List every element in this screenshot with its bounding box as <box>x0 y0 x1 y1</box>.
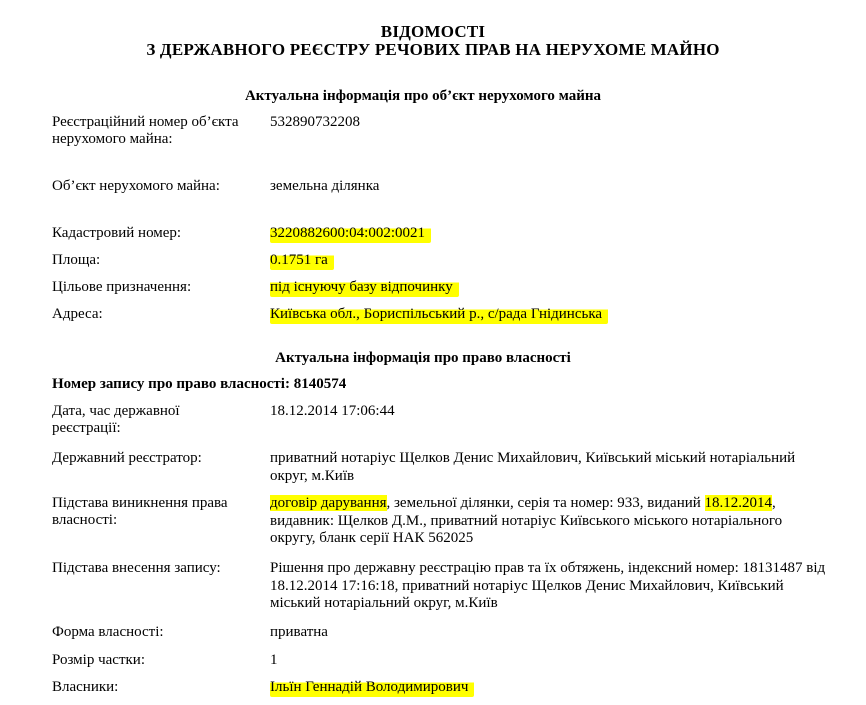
ownership-basis-text-1: , земельної ділянки, серія та номер: 933, виданий <box>386 495 705 511</box>
area-value: 0.1751 га <box>270 252 334 270</box>
gift-contract-highlight: договір дарування <box>270 495 387 511</box>
object-section-title: Актуальна інформація про об’єкт нерухомого майна <box>244 88 602 104</box>
registration-date-label: Дата, час державної реєстрації: <box>52 403 180 436</box>
address-value: Київська обл., Бориспільський р., с/рада Гнідинська <box>270 306 608 324</box>
share-size-label: Розмір частки: <box>52 652 145 668</box>
ownership-basis-label: Підстава виникнення права власності: <box>52 495 228 528</box>
registration-number-label: Реєстраційний номер об’єкта нерухомого майна: <box>52 114 239 147</box>
ownership-form-label: Форма власності: <box>52 624 164 640</box>
title-line-1: ВІДОМОСТІ <box>380 22 486 41</box>
object-type-label: Об’єкт нерухомого майна: <box>52 178 220 194</box>
share-size-value: 1 <box>270 652 278 668</box>
owners-value: Ільїн Геннадій Володимирович <box>270 679 474 697</box>
ownership-form-value: приватна <box>270 624 328 640</box>
cadastral-number-label: Кадастровий номер: <box>52 225 182 241</box>
purpose-value: під існуючу базу відпочинку <box>270 279 459 297</box>
registration-date-value: 18.12.2014 17:06:44 <box>270 403 395 419</box>
ownership-basis-value <box>270 495 830 548</box>
ownership-basis-text-2: , видавник: Щелков Д.М., приватний нотаріус Київського міського нотаріального округу, бланк серії НАК 562025 <box>270 495 783 546</box>
area-label: Площа: <box>52 252 101 268</box>
object-type-value: земельна ділянка <box>270 178 380 194</box>
title-line-2: З ДЕРЖАВНОГО РЕЄСТРУ РЕЧОВИХ ПРАВ НА НЕРУХОМЕ МАЙНО <box>146 40 720 59</box>
registrar-label: Державний реєстратор: <box>52 450 202 466</box>
owners-label: Власники: <box>52 679 119 695</box>
registration-number-value: 532890732208 <box>270 114 360 130</box>
ownership-record-number: Номер запису про право власності: 8140574 <box>52 376 347 392</box>
purpose-label: Цільове призначення: <box>52 279 192 295</box>
ownership-section-title: Актуальна інформація про право власності <box>275 350 571 366</box>
registrar-value: приватний нотаріус Щелков Денис Михайлович, Київський міський нотаріальний округ, м.Київ <box>270 450 796 484</box>
address-label: Адреса: <box>52 306 103 322</box>
contract-date-highlight: 18.12.2014 <box>704 495 773 511</box>
entry-basis-label: Підстава внесення запису: <box>52 560 221 576</box>
cadastral-number-value: 3220882600:04:002:0021 <box>270 225 431 243</box>
entry-basis-value: Рішення про державну реєстрацію прав та їх обтяжень, індексний номер: 18131487 від 18.12.2014 17:16:18, приватний нотаріус Щелков Денис Михайлович, Київський міський нотаріальний округ, м.Київ <box>270 560 826 611</box>
